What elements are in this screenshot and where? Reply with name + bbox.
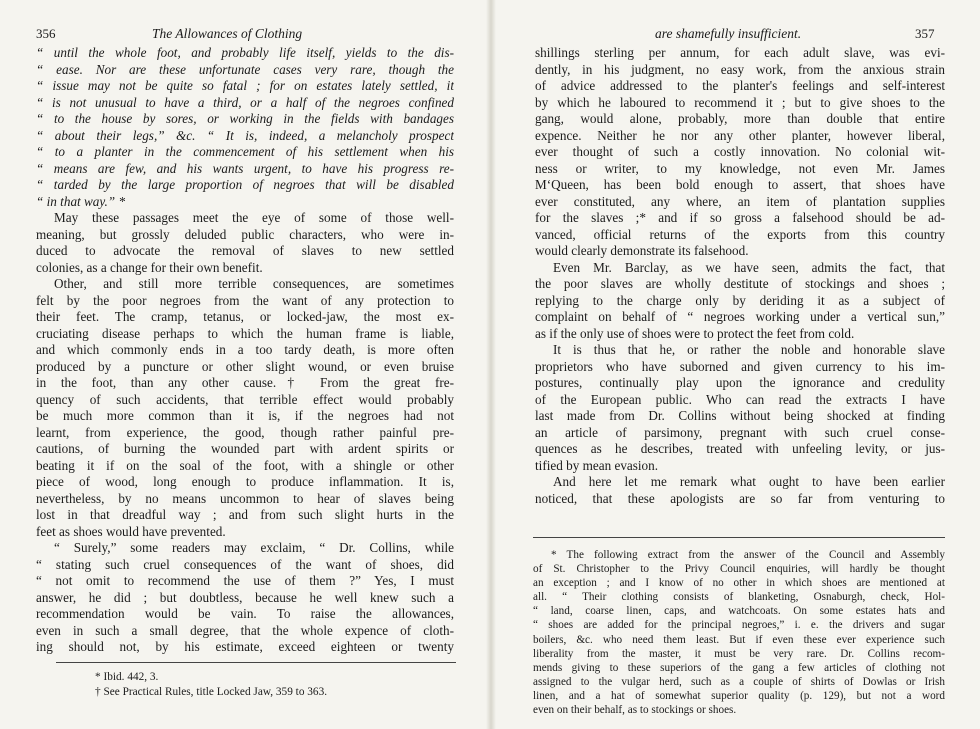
- running-head: The Allowances of Clothing: [152, 26, 303, 41]
- text-line: meaning, but grossly deluded public characters, who were in-: [36, 226, 454, 242]
- footnote-line: “ shoes are added for the principal negroes,” i. e. the drivers and sugar: [533, 619, 945, 632]
- text-line: ing should not, by his estimate, exceed eighteen or twenty: [36, 639, 454, 654]
- footnotes: [533, 548, 945, 717]
- footnote-line: boilers, &c. who need them least. But if even these ever experience such: [533, 633, 945, 646]
- text-line: gang, would alone, probably, more than double that entire: [535, 111, 945, 126]
- text-line: complaint on behalf of “ negroes working under a vertical sun,”: [535, 309, 945, 324]
- text-line: cautions, of burning the wounded part with ardent spirits or: [36, 441, 454, 456]
- text-line: And here let me remark what ought to have been earlier: [553, 474, 945, 489]
- footnote-line: linen, and a hat of somewhat superior quality (p. 129), but not a word: [533, 689, 945, 702]
- footnote-line: of St. Christopher to the Privy Council enquiries, will hardly be thought: [533, 563, 945, 576]
- footnote-line: all. “ Their clothing consists of blanketing, Osnaburgh, check, Hol-: [533, 591, 945, 604]
- text-line: ever constituted, any where, an item of plantation supplies: [535, 193, 945, 209]
- text-line: M‘Queen, has been bold enough to assert, that shoes have: [535, 177, 945, 192]
- text-line: “ to the house by sores, or working in the fields with bandages: [36, 111, 454, 126]
- text-line: “ stating such cruel consequences of the want of shoes, did: [36, 556, 454, 572]
- footnote-line: even on their behalf, as to stockings or shoes.: [533, 704, 737, 717]
- footnotes: [95, 670, 455, 700]
- text-line: “ not omit to recommend the use of them ?” Yes, I must: [36, 573, 454, 588]
- text-line: would clearly demonstrate its falsehood.: [535, 243, 749, 258]
- text-line: in the foot, than any other cause.† From the great fre-: [36, 375, 454, 390]
- footnote: * Ibid. 442, 3.: [95, 671, 159, 683]
- text-line: learnt, from experience, the good, though rather painful pre-: [36, 424, 454, 440]
- text-line: “ ease. Nor are these unfortunate cases very rare, though the: [36, 61, 454, 77]
- footnote-line: assigned to the vulgar herd, such as a couple of shirts of Dowlas or Irish: [533, 675, 945, 688]
- text-line: “ means are few, and his wants urgent, to have his progress re-: [36, 160, 454, 176]
- text-line: shillings sterling per annum, for each adult slave, was evi-: [535, 45, 945, 60]
- text-line: beating it if on the soal of the foot, with a shingle or other: [36, 457, 454, 473]
- text-line: felt by the poor negroes from the want of any protection to: [36, 292, 454, 308]
- text-line: “ in that way.” *: [36, 193, 126, 209]
- text-line: “ until the whole foot, and probably life itself, yields to the dis-: [36, 45, 454, 60]
- footnote-divider: [533, 537, 945, 538]
- text-line: recommendation would be vain. To raise the allowances,: [36, 606, 454, 621]
- text-line: duced to advocate the removal of slaves to new settled: [36, 243, 454, 258]
- footnote-line: liberality from the master, it must be very rare. Dr. Collins recom-: [533, 647, 945, 660]
- text-line: “ tarded by the large proportion of negroes that will be disabled: [36, 177, 454, 192]
- text-line: vanced, official returns of the exports from this country: [535, 226, 945, 242]
- footnote-divider: [56, 662, 456, 663]
- text-line: and which commonly ends in a too tardy death, is more often: [36, 342, 454, 357]
- text-line: ever thought of such a costly innovation. No colonial wit-: [535, 144, 945, 159]
- page-number: 356: [36, 26, 56, 41]
- text-line: the poor slaves are wholly destitute of stockings and shoes ;: [535, 276, 945, 291]
- text-line: expence. Neither he nor any other planter, however liberal,: [535, 127, 945, 143]
- body-text: [535, 45, 945, 507]
- right-page: [495, 0, 980, 729]
- text-line: Even Mr. Barclay, as we have seen, admits the fact, that: [553, 259, 945, 275]
- text-line: postures, continually play upon the ignorance and credulity: [535, 375, 945, 390]
- body-text: [36, 45, 454, 656]
- text-line: tified by mean evasion.: [535, 457, 659, 473]
- text-line: dently, in his judgment, no easy work, from the anxious strain: [535, 61, 945, 77]
- running-head: are shamefully insufficient.: [655, 26, 802, 41]
- text-line: be much more common than it is, if the negroes had not: [36, 408, 454, 423]
- text-line: proprietors who have suborned and given currency to his im-: [535, 358, 945, 374]
- text-line: by which he laboured to recommend it ; but to give shoes to the: [535, 94, 945, 110]
- text-line: “ to a planter in the commencement of his settlement when his: [36, 144, 454, 159]
- text-line: “ is not unusual to have a third, or a half of the negroes confined: [36, 94, 454, 110]
- footnote-line: an exception ; and I know of no other in which shoes are mentioned at: [533, 577, 945, 590]
- text-line: “ Surely,” some readers may exclaim, “ Dr. Collins, while: [54, 540, 454, 555]
- text-line: noticed, that these apologists are so far from venturing to: [535, 490, 945, 506]
- text-line: their feet. The cramp, tetanus, or locked-jaw, the most ex-: [36, 309, 454, 324]
- text-line: quences as he describes, treated with unfeeling levity, or jus-: [535, 441, 945, 456]
- text-line: colonies, as a change for their own benefit.: [36, 259, 263, 275]
- footnote: † See Practical Rules, title Locked Jaw, 359 to 363.: [95, 686, 328, 698]
- text-line: lost in that dreadful way ; and from such slight hurts in the: [36, 507, 454, 522]
- text-line: answer, he did ; but doubtless, because he well knew such a: [36, 589, 454, 605]
- text-line: of advice addressed to the planter's feelings and self-interest: [535, 78, 945, 93]
- text-line: “ about their legs,” &c. “ It is, indeed, a melancholy prospect: [36, 127, 454, 143]
- text-line: It is thus that he, or rather the noble and honorable slave: [553, 342, 945, 357]
- page-number: 357: [915, 26, 935, 41]
- footnote-line: “ land, coarse linen, caps, and watchcoats. On some estates hats and: [533, 605, 945, 618]
- text-line: quency of such accidents, that terrible effect would probably: [36, 391, 454, 407]
- text-line: last made from Dr. Collins without being shocked at finding: [535, 408, 945, 423]
- text-line: piece of wood, long enough to produce inflammation. It is,: [36, 474, 454, 489]
- text-line: even in such a small degree, that the whole expence of cloth-: [36, 622, 454, 638]
- text-line: as if the only use of shoes were to protect the feet from cold.: [535, 325, 855, 341]
- text-line: replying to the charge only by deriding it as a subject of: [535, 292, 945, 308]
- text-line: produced by a puncture or other slight wound, or even bruise: [36, 358, 454, 374]
- text-line: nevertheless, by no means uncommon to hear of slaves being: [36, 490, 454, 506]
- text-line: May these passages meet the eye of some of those well-: [54, 210, 454, 225]
- text-line: ness or writer, to my knowledge, not even Mr. James: [535, 160, 945, 176]
- text-line: cruciating disease perhaps to which the human frame is liable,: [36, 325, 454, 341]
- text-line: Other, and still more terrible consequences, are sometimes: [54, 276, 454, 291]
- text-line: “ issue may not be quite so fatal ; for on estates lately settled, it: [36, 78, 454, 93]
- text-line: feet as shoes would have prevented.: [36, 523, 226, 539]
- text-line: for the slaves ;* and if so gross a falsehood should be ad-: [535, 210, 945, 225]
- text-line: an article of parsimony, pregnant with such cruel conse-: [535, 424, 945, 440]
- text-line: of the European public. Who can read the extracts I have: [535, 391, 945, 407]
- footnote-line: mends giving to these superiors of the gang a few articles of clothing not: [533, 661, 945, 674]
- footnote-line: * The following extract from the answer of the Council and Assembly: [551, 549, 945, 561]
